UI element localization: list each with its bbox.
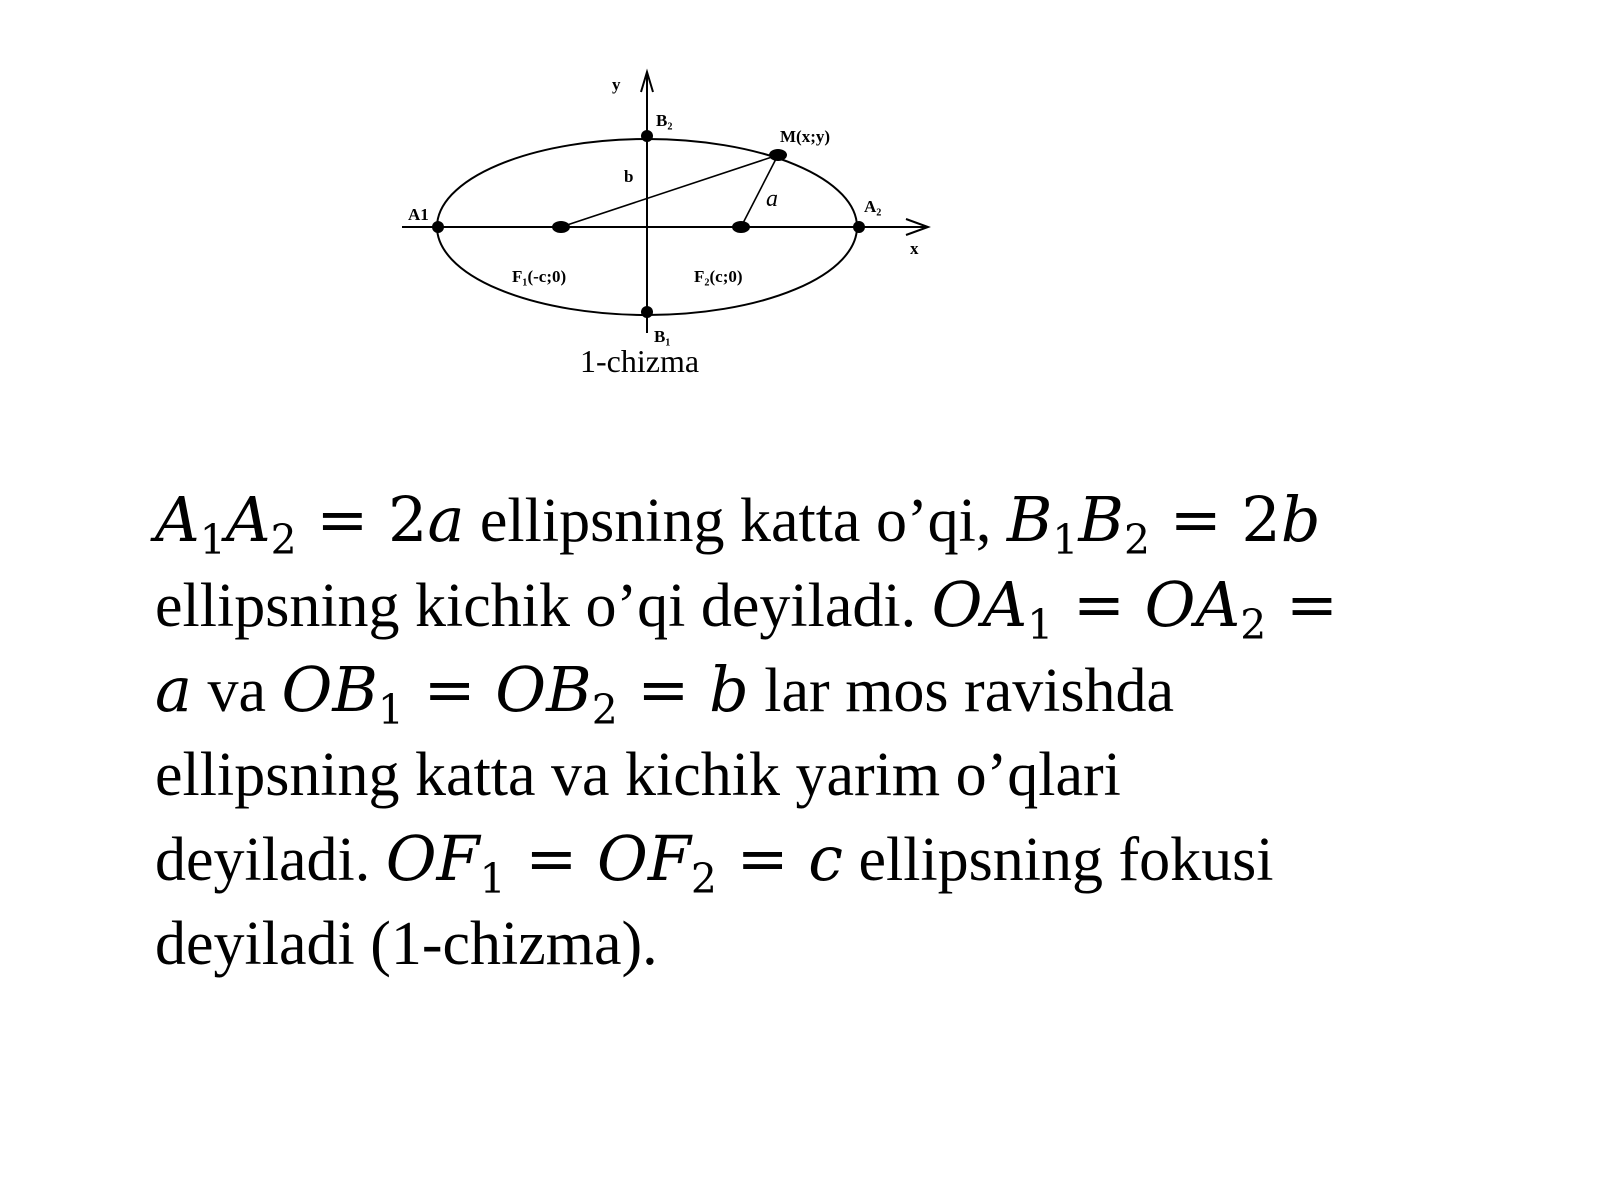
text-run: ellipsning kichik o’qi deyiladi. [155,572,932,640]
point-M-dot [769,149,787,161]
text-line-1 [155,478,1495,563]
text-line-2 [155,563,1495,648]
math-sub: 1 [479,855,506,904]
ellipse-figure [400,60,960,400]
math-eq: = 2 [296,483,428,556]
point-A2-dot [853,221,865,233]
point-B2-dot [641,130,653,142]
math-sub: 2 [1240,601,1267,650]
figure-caption: 1-chizma [580,343,700,379]
text-line-4 [155,733,1495,817]
x-axis-label: x [910,239,919,258]
text-line-3 [155,648,1495,733]
label-F1: F₁(-c;0) [512,267,567,286]
y-axis-label: y [612,75,621,94]
text-run: ellipsning fokusi [842,826,1274,894]
math-eq: = [1053,568,1145,641]
text-run: ellipsning katta o’qi, [464,487,1007,555]
point-B1-dot [641,306,653,318]
math-A: A [225,483,271,556]
math-OF: OF [596,822,691,895]
math-sub: 1 [1027,601,1054,650]
math-eq: = [505,822,597,895]
math-a: a [427,483,465,556]
text-run: va [191,657,282,725]
math-sub: 2 [270,516,297,565]
math-OB: OB [495,653,592,726]
math-OA: OA [931,568,1028,641]
math-a: a [155,653,192,726]
point-A1-dot [432,221,444,233]
math-OB: OB [281,653,378,726]
text-line-6 [155,902,1495,986]
segment-F1-M [561,155,778,227]
math-eq: = [716,822,809,895]
math-sub: 1 [377,686,404,735]
label-a: a [766,186,778,212]
text-run: deyiladi (1-chizma). [155,910,658,978]
math-c: c [808,822,843,895]
math-sub: 1 [1052,516,1079,565]
math-sub: 1 [199,516,226,565]
math-eq: = [403,653,496,726]
math-b: b [709,653,749,726]
body-text [155,478,1495,986]
focus-F1-dot [552,221,570,233]
label-F2: F₂(c;0) [694,267,743,286]
math-eq: = [617,653,710,726]
label-A1: A1 [408,205,429,224]
text-run: deyiladi. [155,826,386,894]
math-OF: OF [385,822,480,895]
label-A2: A₂ [864,197,882,216]
math-eq: = 2 [1150,483,1281,556]
math-sub: 2 [690,855,717,904]
ellipse-diagram [400,60,960,400]
label-B2: B₂ [656,111,673,130]
text-run: ellipsning katta va kichik yarim o’qlari [155,741,1121,809]
math-sub: 2 [591,686,618,735]
math-b: b [1280,483,1321,556]
math-sub: 2 [1123,516,1151,565]
math-OA: OA [1144,568,1241,641]
label-B1: B₁ [654,327,671,346]
math-eq: = [1266,568,1338,641]
focus-F2-dot [732,221,750,233]
math-A: A [155,483,200,556]
text-line-5 [155,817,1495,902]
label-b: b [624,167,634,186]
label-M: M(x;y) [780,127,831,146]
text-run: lar mos ravishda [748,657,1175,725]
math-B: B [1006,483,1053,556]
math-B: B [1078,483,1124,556]
